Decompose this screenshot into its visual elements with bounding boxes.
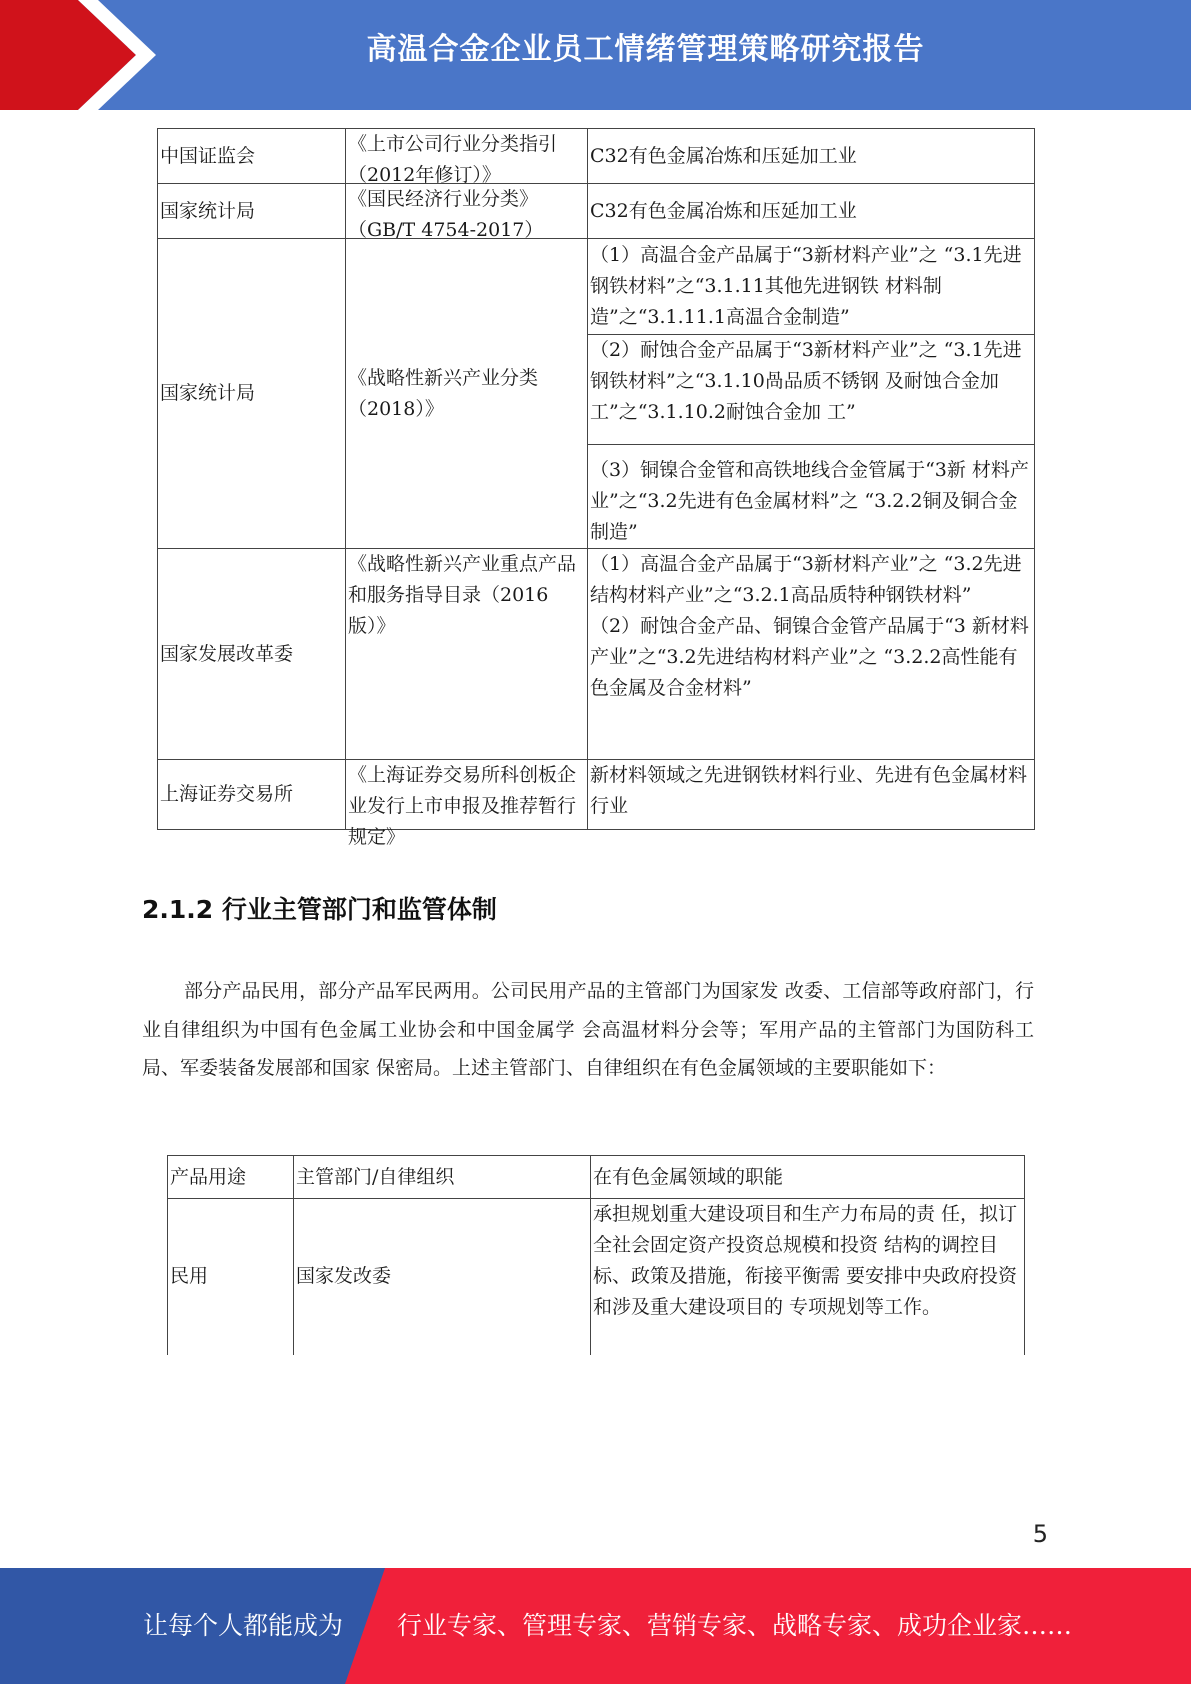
page-header (0, 0, 1191, 110)
use-cell: 民用 (168, 1199, 294, 1355)
header-arrow-decoration (0, 0, 160, 110)
report-title: 高温合金企业员工情绪管理策略研究报告 (366, 32, 925, 67)
table-row (168, 1199, 1025, 1355)
section-heading: 2.1.2 行业主管部门和监管体制 (142, 895, 497, 924)
classification-item: （1）高温合金产品属于“3新材料产业”之 “3.2先进结构材料产业”之“3.2.1高品质特种钢铁材料” (590, 553, 1022, 606)
page-footer (0, 1568, 1191, 1684)
doc-text: 《上市公司行业分类指引（2012年修订）》 (348, 133, 558, 186)
table-row (158, 129, 1035, 184)
dept-cell: 上海证券交易所 (158, 760, 346, 830)
column-header: 在有色金属领域的职能 (591, 1156, 1025, 1199)
table-row (158, 760, 1035, 830)
body-paragraph: 部分产品民用，部分产品军民两用。公司民用产品的主管部门为国家发 改委、工信部等政府部门，行业自律组织为中国有色金属工业协会和中国金属学 会高温材料分会等；军用产品的主管部门为国防科工局、军委装备发展部和国家 保密局。上述主管部门、自律组织在有色金属领域的主要职能如下： (142, 980, 1034, 1079)
doc-cell (346, 760, 588, 848)
column-header: 产品用途 (168, 1156, 294, 1199)
doc-text: 《国民经济行业分类》（GB/T 4754-2017） (348, 188, 544, 241)
footer-slogan-left: 让每个人都能成为 (143, 1611, 344, 1640)
doc-cell (346, 129, 588, 184)
dept-cell: 国家统计局 (158, 239, 346, 549)
table-row (158, 549, 1035, 760)
classification-item: （2）耐蚀合金产品属于“3新材料产业”之 “3.1先进钢铁材料”之“3.1.10咼品质不锈钢 及耐蚀合金加工”之“3.1.10.2耐蚀合金加 工” (588, 335, 1035, 445)
classification-cell: 新材料领域之先进钢铁材料行业、先进有色金属材料行业 (588, 760, 1035, 830)
classification-item: （2）耐蚀合金产品、铜镍合金管产品属于“3 新材料产业”之“3.2先进结构材料产业”之 “3.2.2高性能有色金属及合金材料” (590, 615, 1029, 699)
dept-cell: 国家发展改革委 (158, 549, 346, 760)
dept-cell: 国家统计局 (158, 184, 346, 239)
doc-cell: 《战略性新兴产业分类（2018）》 (346, 239, 588, 549)
table-row (158, 184, 1035, 239)
table-header-row (168, 1156, 1025, 1199)
doc-text: 《上海证券交易所科创板企业发行上市申报及推荐暂行规定》 (348, 764, 577, 848)
industry-classification-table (157, 128, 1035, 848)
classification-item: （1）高温合金产品属于“3新材料产业”之 “3.1先进钢铁材料”之“3.1.11其他先进钢铁 材料制造”之“3.1.11.1高温合金制造” (588, 239, 1035, 335)
regulator-duties-table (167, 1155, 1025, 1355)
footer-slogan-right: 行业专家、管理专家、营销专家、战略专家、成功企业家…… (397, 1611, 1073, 1640)
classification-item: （3）铜镍合金管和高铁地线合金管属于“3新 材料产业”之“3.2先进有色金属材料”之 “3.2.2铜及铜合金制造” (588, 445, 1035, 549)
table-row (158, 239, 1035, 335)
org-cell: 国家发改委 (294, 1199, 591, 1355)
duty-cell: 承担规划重大建设项目和生产力布局的责 任，拟订全社会固定资产投资总规模和投资 结构的调控目标、政策及措施，衔接平衡需 要安排中央政府投资和涉及重大建设项目的 专项规划等工作。 (591, 1199, 1025, 1355)
column-header: 主管部门/自律组织 (294, 1156, 591, 1199)
classification-cell (588, 549, 1035, 760)
classification-cell: C32有色金属冶炼和压延加工业 (588, 129, 1035, 184)
classification-cell: C32有色金属冶炼和压延加工业 (588, 184, 1035, 239)
dept-cell: 中国证监会 (158, 129, 346, 184)
doc-cell (346, 184, 588, 239)
doc-cell: 《战略性新兴产业重点产品和服务指导目录（2016版）》 (346, 549, 588, 760)
page-number: 5 (1032, 1520, 1048, 1548)
